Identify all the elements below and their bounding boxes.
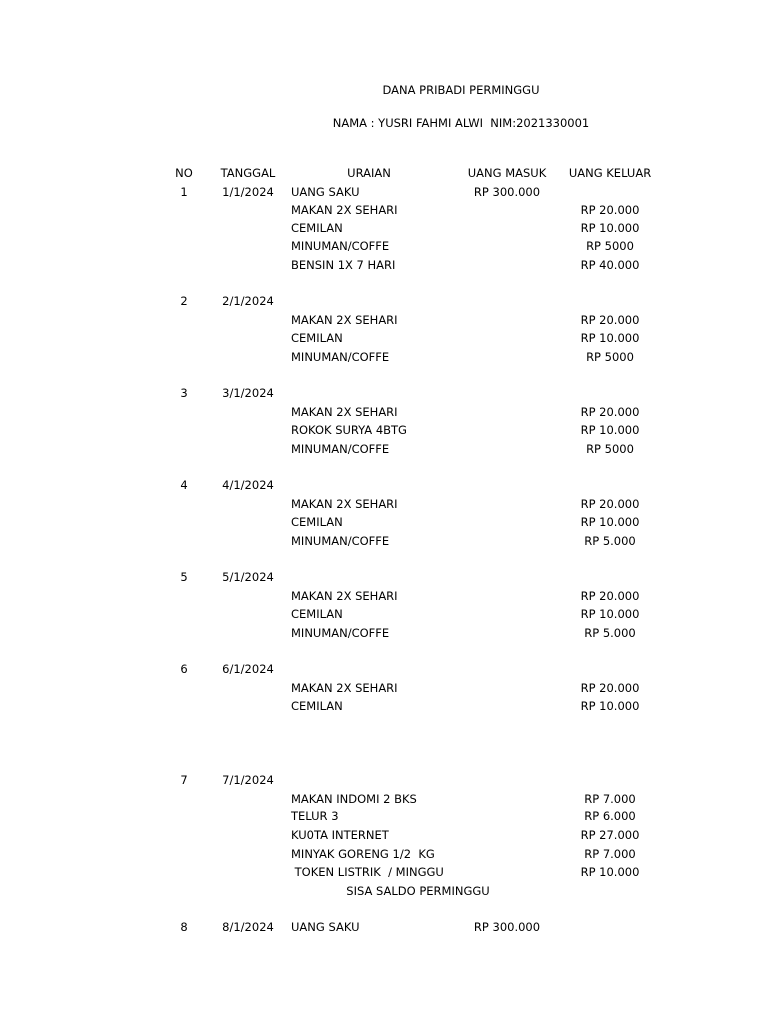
- row-money-out: RP 10.000: [580, 221, 640, 235]
- row-money-out: RP 10.000: [580, 423, 640, 437]
- header-description: URAIAN: [347, 166, 391, 180]
- row-date: 3/1/2024: [222, 386, 274, 400]
- row-description: CEMILAN: [291, 607, 343, 621]
- row-description: MAKAN 2X SEHARI: [291, 405, 398, 419]
- row-number: 5: [180, 570, 188, 584]
- row-money-out: RP 7.000: [584, 792, 636, 806]
- row-money-out: RP 20.000: [580, 203, 640, 217]
- header-money-out: UANG KELUAR: [568, 166, 652, 180]
- row-description: MINUMAN/COFFE: [291, 626, 390, 640]
- row-money-out: RP 7.000: [584, 847, 636, 861]
- row-money-in: RP 300.000: [473, 920, 541, 934]
- row-description: MAKAN 2X SEHARI: [291, 497, 398, 511]
- row-date: 2/1/2024: [222, 294, 274, 308]
- document-subtitle: NAMA : YUSRI FAHMI ALWI NIM:2021330001: [332, 116, 590, 130]
- row-description: MINUMAN/COFFE: [291, 239, 390, 253]
- row-money-out: RP 20.000: [580, 313, 640, 327]
- row-description: CEMILAN: [291, 515, 343, 529]
- row-description: MINUMAN/COFFE: [291, 350, 390, 364]
- row-number: 6: [180, 662, 188, 676]
- row-date: 7/1/2024: [222, 773, 274, 787]
- row-money-out: RP 20.000: [580, 405, 640, 419]
- row-description: BENSIN 1X 7 HARI: [291, 258, 396, 272]
- row-money-in: RP 300.000: [473, 185, 541, 199]
- document-title: DANA PRIBADI PERMINGGU: [382, 83, 540, 97]
- row-money-out: RP 40.000: [580, 258, 640, 272]
- row-money-out: RP 20.000: [580, 589, 640, 603]
- row-number: 3: [180, 386, 188, 400]
- row-description: MAKAN INDOMI 2 BKS: [291, 792, 417, 806]
- row-number: 4: [180, 478, 188, 492]
- row-description: MINUMAN/COFFE: [291, 534, 390, 548]
- row-money-out: RP 10.000: [580, 331, 640, 345]
- row-description: TOKEN LISTRIK / MINGGU: [291, 865, 444, 879]
- row-date: 5/1/2024: [222, 570, 274, 584]
- row-date: 4/1/2024: [222, 478, 274, 492]
- row-description: MAKAN 2X SEHARI: [291, 589, 398, 603]
- row-number: 2: [180, 294, 188, 308]
- row-money-out: RP 10.000: [580, 865, 640, 879]
- row-money-out: RP 5.000: [584, 626, 636, 640]
- row-money-out: RP 27.000: [580, 828, 640, 842]
- row-description: MINUMAN/COFFE: [291, 442, 390, 456]
- header-date: TANGGAL: [220, 166, 276, 180]
- row-description: CEMILAN: [291, 331, 343, 345]
- row-description: CEMILAN: [291, 221, 343, 235]
- row-money-out: RP 10.000: [580, 515, 640, 529]
- summary-label: SISA SALDO PERMINGGU: [346, 884, 490, 898]
- row-description: MINYAK GORENG 1/2 KG: [291, 847, 435, 861]
- row-description: MAKAN 2X SEHARI: [291, 313, 398, 327]
- row-number: 8: [180, 920, 188, 934]
- row-money-out: RP 10.000: [580, 699, 640, 713]
- row-description: UANG SAKU: [291, 920, 360, 934]
- row-description: UANG SAKU: [291, 185, 360, 199]
- row-money-out: RP 5.000: [584, 534, 636, 548]
- header-money-in: UANG MASUK: [467, 166, 547, 180]
- row-money-out: RP 5000: [586, 350, 634, 364]
- row-description: ROKOK SURYA 4BTG: [291, 423, 407, 437]
- row-description: MAKAN 2X SEHARI: [291, 203, 398, 217]
- row-description: TELUR 3: [291, 809, 339, 823]
- row-money-out: RP 20.000: [580, 497, 640, 511]
- row-number: 1: [180, 185, 188, 199]
- row-number: 7: [180, 773, 188, 787]
- row-money-out: RP 10.000: [580, 607, 640, 621]
- row-money-out: RP 6.000: [584, 809, 636, 823]
- row-money-out: RP 5000: [586, 239, 634, 253]
- row-money-out: RP 20.000: [580, 681, 640, 695]
- row-description: CEMILAN: [291, 699, 343, 713]
- row-money-out: RP 5000: [586, 442, 634, 456]
- row-description: KU0TA INTERNET: [291, 828, 389, 842]
- row-date: 8/1/2024: [222, 920, 274, 934]
- row-date: 1/1/2024: [222, 185, 274, 199]
- row-description: MAKAN 2X SEHARI: [291, 681, 398, 695]
- header-no: NO: [175, 166, 193, 180]
- row-date: 6/1/2024: [222, 662, 274, 676]
